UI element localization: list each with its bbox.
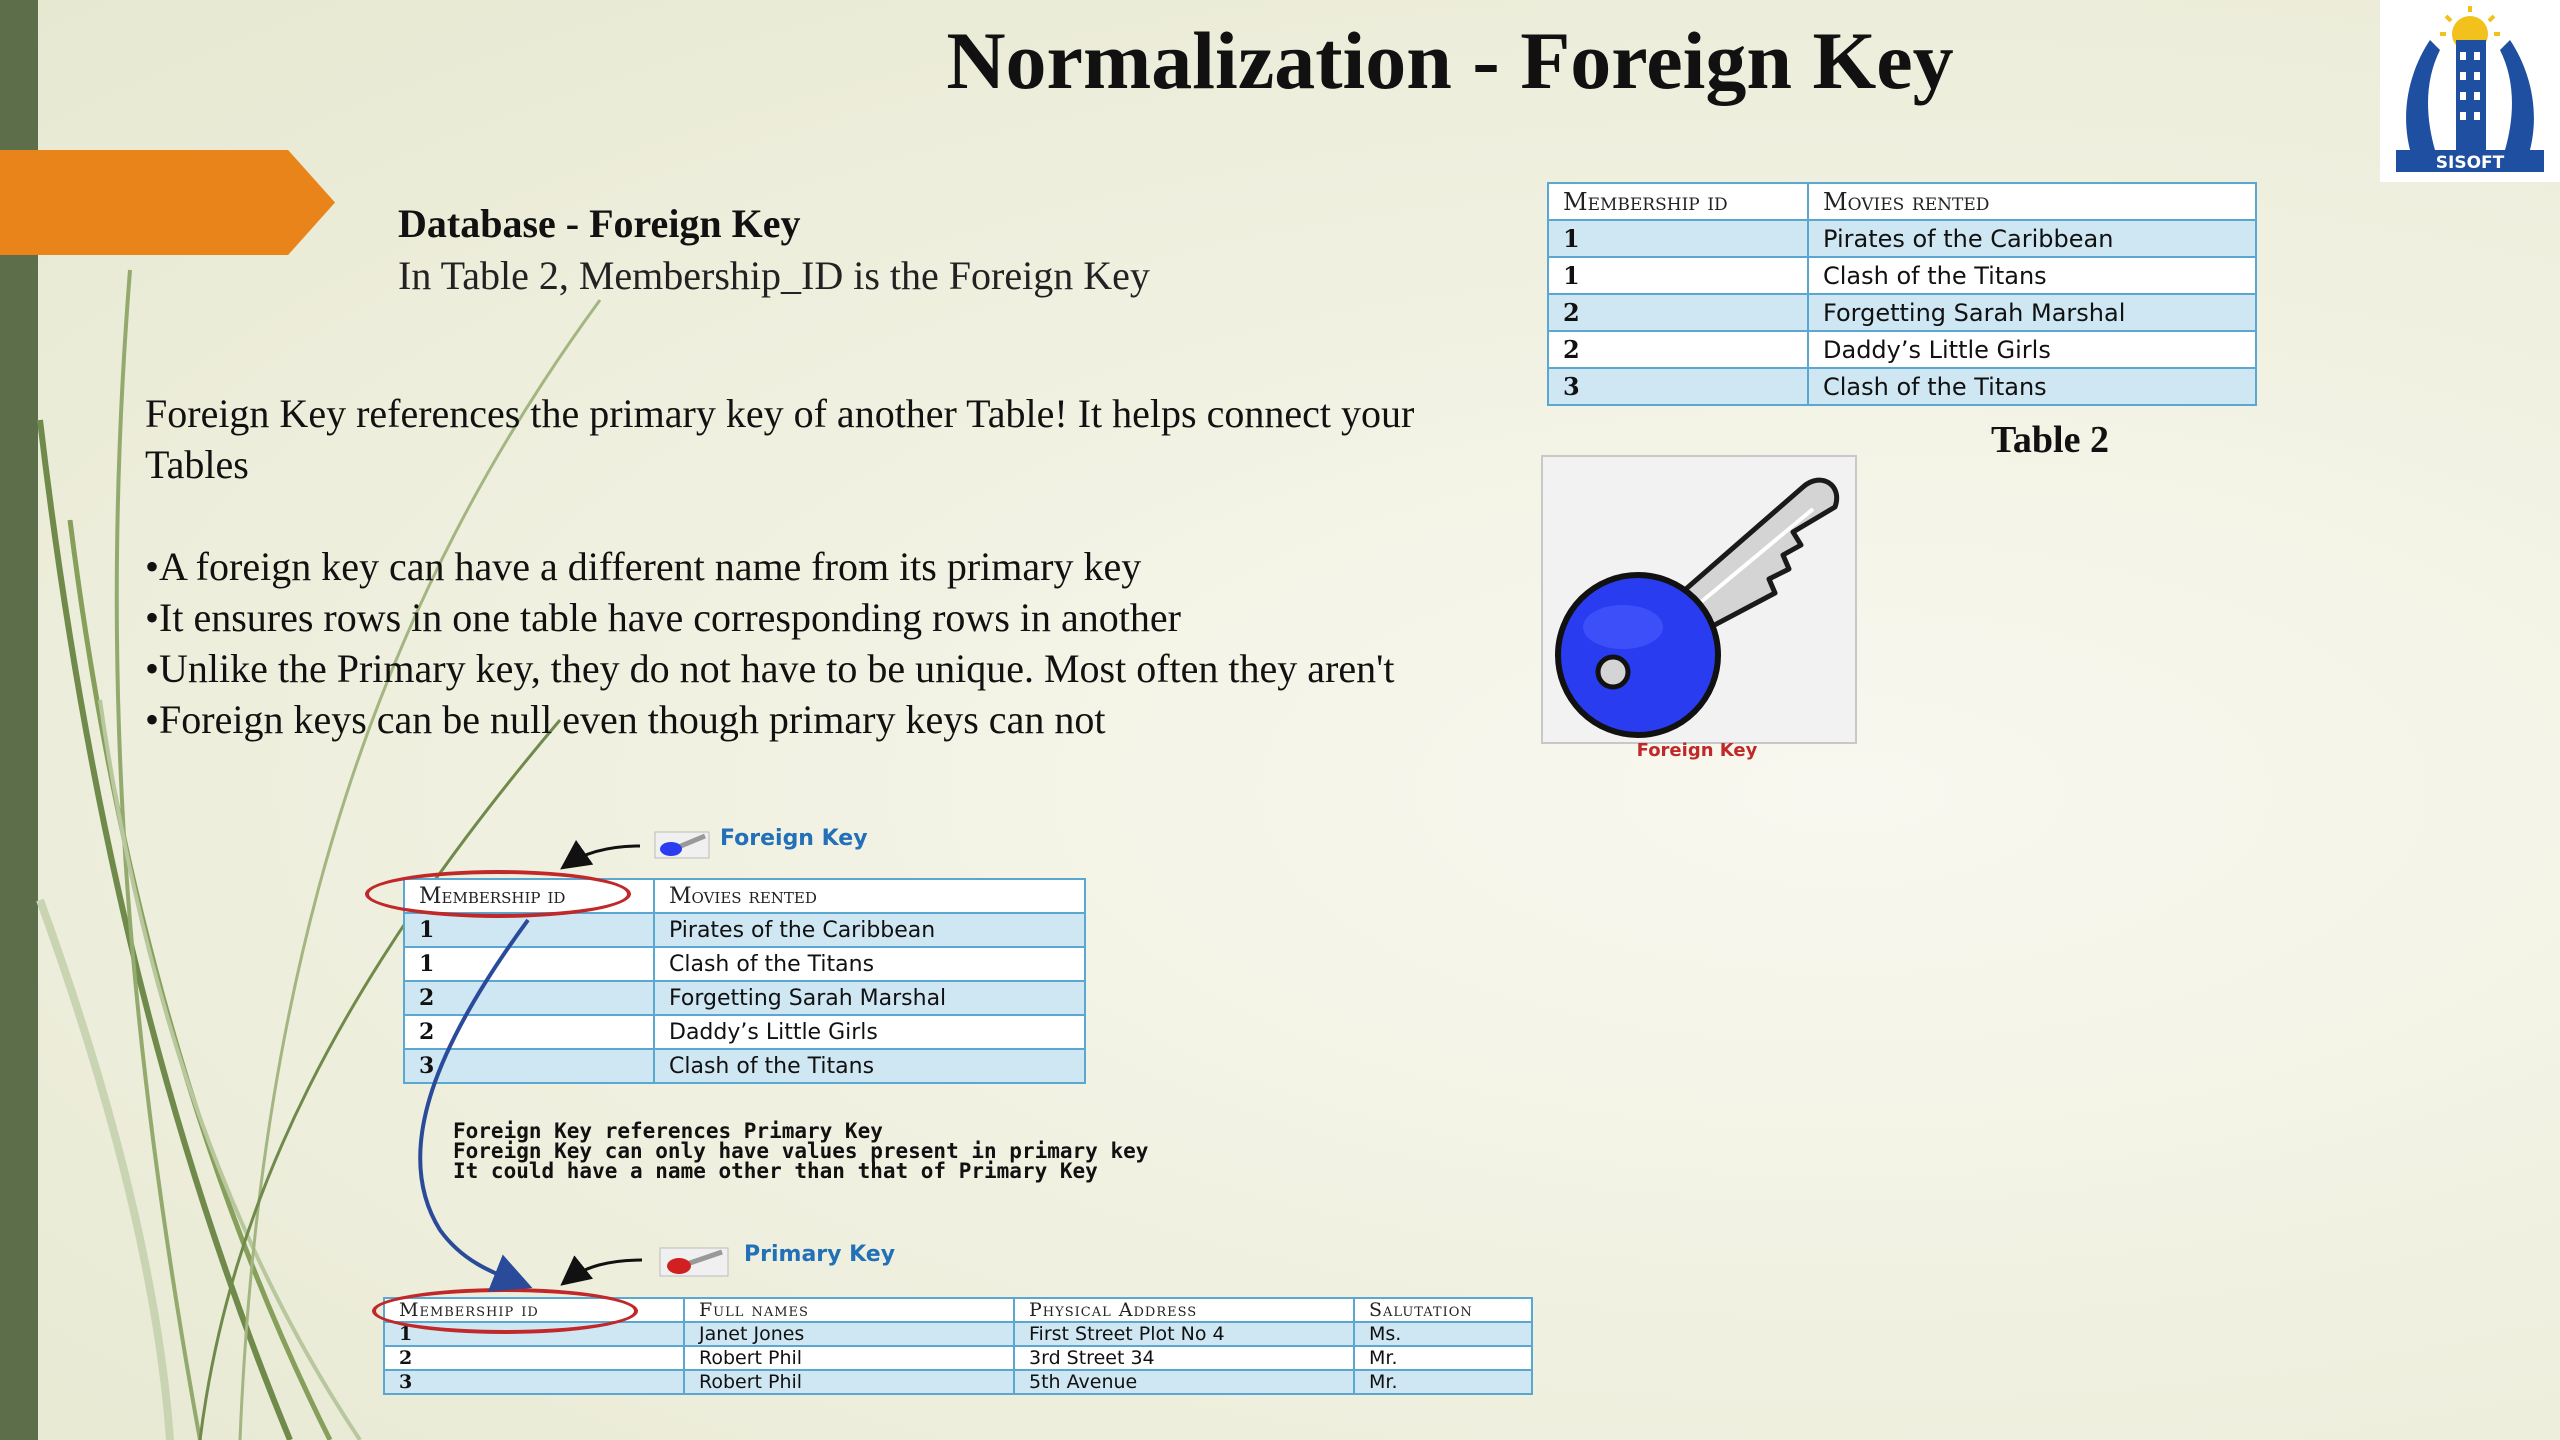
bullet-item: •Foreign keys can be null even though primary keys can not (145, 697, 1106, 742)
table-row (1548, 294, 2256, 331)
table-2-caption: Table 2 (1991, 419, 2109, 461)
cell-id: 1 (404, 947, 654, 981)
column-header: Membership id (404, 879, 654, 913)
primary-key-label: Primary Key (744, 1242, 896, 1267)
cell-name: Janet Jones (684, 1322, 1014, 1346)
cell-movie: Pirates of the Caribbean (1808, 220, 2256, 257)
cell-id: 2 (1548, 294, 1808, 331)
cell-salutation: Ms. (1354, 1322, 1532, 1346)
cell-address: First Street Plot No 4 (1014, 1322, 1354, 1346)
table-header-row (1548, 183, 2256, 220)
column-header: Membership id (384, 1298, 684, 1322)
cell-id: 2 (404, 1015, 654, 1049)
key-image-caption: Foreign Key (1636, 740, 1758, 761)
table-row (404, 947, 1085, 981)
cell-movie: Pirates of the Caribbean (654, 913, 1085, 947)
cell-movie: Clash of the Titans (1808, 368, 2256, 405)
cell-address: 5th Avenue (1014, 1370, 1354, 1394)
orange-arrow-tag (0, 150, 335, 255)
cell-address: 3rd Street 34 (1014, 1346, 1354, 1370)
cell-id: 3 (384, 1370, 684, 1394)
bullet-item: •It ensures rows in one table have corresponding rows in another (145, 595, 1181, 640)
column-header: Salutation (1354, 1298, 1532, 1322)
table-row (404, 1049, 1085, 1083)
table-row (404, 1015, 1085, 1049)
pk-header-marker (372, 1288, 638, 1334)
sisoft-logo (2380, 0, 2560, 182)
key-image (1541, 455, 1857, 744)
table-row (384, 1346, 1532, 1370)
column-header: Physical Address (1014, 1298, 1354, 1322)
body-text (145, 388, 1455, 745)
cell-id: 1 (1548, 257, 1808, 294)
note-line: Foreign Key references Primary Key (453, 1119, 883, 1143)
column-header: Movies rented (654, 879, 1085, 913)
cell-id: 1 (1548, 220, 1808, 257)
intro-paragraph: Foreign Key references the primary key of another Table! It helps connect your Tables (145, 391, 1415, 487)
table-row (1548, 331, 2256, 368)
cell-movie: Daddy’s Little Girls (1808, 331, 2256, 368)
primary-key-small-icon (660, 1248, 728, 1276)
cell-id: 3 (1548, 368, 1808, 405)
cell-movie: Daddy’s Little Girls (654, 1015, 1085, 1049)
cell-salutation: Mr. (1354, 1346, 1532, 1370)
table-row (384, 1370, 1532, 1394)
cell-movie: Forgetting Sarah Marshal (1808, 294, 2256, 331)
column-header: Membership id (1548, 183, 1808, 220)
note-line: It could have a name other than that of Primary Key (453, 1159, 1098, 1183)
cell-name: Robert Phil (684, 1370, 1014, 1394)
section-subheading: Database - Foreign Key (398, 201, 801, 246)
key-icon (1543, 457, 1855, 742)
table-row (404, 981, 1085, 1015)
table-2 (1547, 182, 2257, 406)
table-row (1548, 220, 2256, 257)
cell-id: 2 (384, 1346, 684, 1370)
logo-text: SISOFT (2435, 153, 2505, 173)
cell-movie: Forgetting Sarah Marshal (654, 981, 1085, 1015)
table-row (404, 913, 1085, 947)
fk-header-marker (365, 870, 631, 918)
bullet-item: •Unlike the Primary key, they do not have to be unique. Most often they aren't (145, 646, 1395, 691)
section-subtext: In Table 2, Membership_ID is the Foreign Key (398, 253, 1150, 298)
cell-id: 2 (404, 981, 654, 1015)
cell-id: 1 (384, 1322, 684, 1346)
cell-id: 1 (404, 913, 654, 947)
foreign-key-small-icon (655, 832, 709, 858)
cell-salutation: Mr. (1354, 1370, 1532, 1394)
cell-name: Robert Phil (684, 1346, 1014, 1370)
diagram-notes (453, 1121, 1148, 1181)
foreign-key-label: Foreign Key (720, 826, 868, 851)
note-line: Foreign Key can only have values present in primary key (453, 1139, 1149, 1163)
table-row (1548, 368, 2256, 405)
column-header: Movies rented (1808, 183, 2256, 220)
table-row (1548, 257, 2256, 294)
slide-title: Normalization - Foreign Key (946, 15, 1954, 106)
cell-id: 2 (1548, 331, 1808, 368)
cell-id: 3 (404, 1049, 654, 1083)
cell-movie: Clash of the Titans (1808, 257, 2256, 294)
cell-movie: Clash of the Titans (654, 1049, 1085, 1083)
bullet-item: •A foreign key can have a different name from its primary key (145, 544, 1142, 589)
column-header: Full names (684, 1298, 1014, 1322)
cell-movie: Clash of the Titans (654, 947, 1085, 981)
